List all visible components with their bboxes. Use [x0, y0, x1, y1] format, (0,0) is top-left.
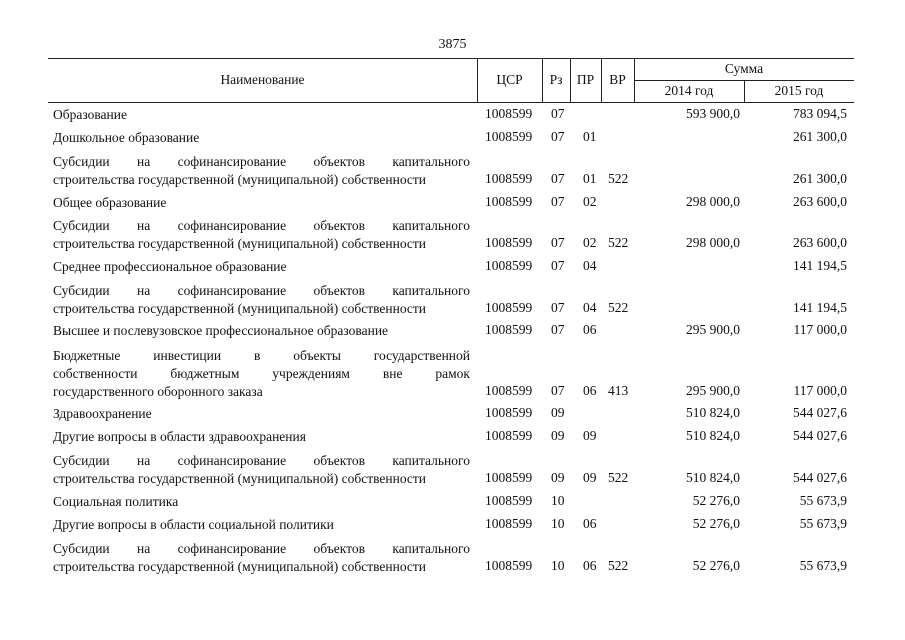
row-name-line: Образование [53, 107, 127, 122]
row-pr: 01 [583, 171, 597, 186]
row-rz: 07 [551, 129, 565, 144]
row-sum-2014: 593 900,0 [686, 106, 740, 121]
row-csr: 1008599 [485, 194, 533, 209]
row-pr: 01 [583, 129, 597, 144]
row-pr: 04 [583, 258, 597, 273]
row-name [53, 194, 470, 212]
row-name-line: строительства государственной (муниципальной) собственности [53, 559, 427, 574]
row-rz: 07 [551, 300, 565, 315]
row-rz: 07 [551, 383, 565, 398]
table-header [48, 58, 854, 103]
row-sum-2015: 141 194,5 [793, 258, 847, 273]
row-sum-2015: 55 673,9 [799, 493, 847, 508]
row-name [53, 405, 470, 423]
row-name-line: Субсидии на софинансирование объектов капитального [53, 453, 470, 468]
row-name-line: Общее образование [53, 195, 167, 210]
row-name [53, 493, 470, 511]
row-sum-2014: 510 824,0 [686, 428, 740, 443]
row-name-line: Бюджетные инвестиции в объекты государственной [53, 348, 470, 363]
row-vr: 413 [608, 383, 629, 398]
row-name-line: Высшее и послевузовское профессиональное образование [53, 323, 389, 338]
row-sum-2015: 263 600,0 [793, 194, 847, 209]
row-name [53, 106, 470, 124]
row-pr: 04 [583, 300, 597, 315]
row-vr: 522 [608, 171, 629, 186]
header-sum-divider [634, 80, 854, 81]
row-sum-2015: 263 600,0 [793, 235, 847, 250]
row-name [53, 452, 470, 488]
row-rz: 07 [551, 194, 565, 209]
row-name [53, 129, 470, 147]
row-name-line: Дошкольное образование [53, 130, 200, 145]
row-name-line: собственности бюджетным учреждениям вне рамок [53, 366, 470, 381]
row-csr: 1008599 [485, 516, 533, 531]
row-name-line: Здравоохранение [53, 406, 152, 421]
row-rz: 09 [551, 405, 565, 420]
header-vr: ВР [609, 72, 626, 87]
row-name [53, 428, 470, 446]
row-rz: 10 [551, 558, 565, 573]
row-name [53, 322, 470, 340]
row-csr: 1008599 [485, 558, 533, 573]
header-csr: ЦСР [496, 72, 523, 87]
row-name-line: Среднее профессиональное образование [53, 259, 287, 274]
header-sum: Сумма [724, 61, 764, 76]
row-name-line: Субсидии на софинансирование объектов капитального [53, 154, 470, 169]
row-sum-2014: 295 900,0 [686, 322, 740, 337]
row-sum-2015: 544 027,6 [793, 405, 847, 420]
row-pr: 02 [583, 235, 597, 250]
row-sum-2015: 55 673,9 [799, 516, 847, 531]
row-csr: 1008599 [485, 129, 533, 144]
row-rz: 07 [551, 106, 565, 121]
row-name-line: строительства государственной (муниципальной) собственности [53, 236, 427, 251]
row-rz: 10 [551, 516, 565, 531]
row-sum-2015: 544 027,6 [793, 470, 847, 485]
row-sum-2014: 295 900,0 [686, 383, 740, 398]
row-csr: 1008599 [485, 428, 533, 443]
row-name-line: строительства государственной (муниципальной) собственности [53, 301, 427, 316]
row-vr: 522 [608, 470, 629, 485]
row-pr: 06 [583, 558, 597, 573]
row-name-line: строительства государственной (муниципальной) собственности [53, 471, 427, 486]
row-csr: 1008599 [485, 470, 533, 485]
row-pr: 06 [583, 383, 597, 398]
row-vr: 522 [608, 558, 629, 573]
row-name [53, 282, 470, 318]
row-vr: 522 [608, 235, 629, 250]
row-pr: 02 [583, 194, 597, 209]
row-sum-2014: 52 276,0 [692, 558, 740, 573]
row-pr: 09 [583, 428, 597, 443]
row-sum-2015: 544 027,6 [793, 428, 847, 443]
row-sum-2014: 52 276,0 [692, 493, 740, 508]
row-rz: 09 [551, 470, 565, 485]
page-number: 3875 [438, 37, 467, 52]
row-sum-2015: 117 000,0 [793, 383, 847, 398]
row-name [53, 347, 470, 401]
header-2014: 2014 год [664, 83, 714, 98]
row-sum-2015: 783 094,5 [793, 106, 847, 121]
row-csr: 1008599 [485, 106, 533, 121]
row-name-line: строительства государственной (муниципальной) собственности [53, 172, 427, 187]
row-name-line: Другие вопросы в области социальной политики [53, 517, 334, 532]
row-name-line: Субсидии на софинансирование объектов капитального [53, 283, 470, 298]
row-name [53, 540, 470, 576]
row-name-line: Другие вопросы в области здравоохранения [53, 429, 306, 444]
row-rz: 07 [551, 258, 565, 273]
row-rz: 07 [551, 322, 565, 337]
row-sum-2014: 298 000,0 [686, 235, 740, 250]
row-csr: 1008599 [485, 235, 533, 250]
row-sum-2014: 298 000,0 [686, 194, 740, 209]
row-name [53, 516, 470, 534]
row-name [53, 217, 470, 253]
row-rz: 10 [551, 493, 565, 508]
row-name [53, 258, 470, 276]
row-sum-2014: 52 276,0 [692, 516, 740, 531]
row-csr: 1008599 [485, 493, 533, 508]
row-name-line: Субсидии на софинансирование объектов капитального [53, 218, 470, 233]
header-name: Наименование [220, 72, 305, 87]
row-pr: 09 [583, 470, 597, 485]
header-pr: ПР [576, 72, 595, 87]
row-csr: 1008599 [485, 405, 533, 420]
row-sum-2014: 510 824,0 [686, 405, 740, 420]
row-pr: 06 [583, 322, 597, 337]
row-csr: 1008599 [485, 171, 533, 186]
row-vr: 522 [608, 300, 629, 315]
row-csr: 1008599 [485, 322, 533, 337]
row-rz: 07 [551, 235, 565, 250]
row-pr: 06 [583, 516, 597, 531]
header-rz: Рз [549, 72, 563, 87]
row-sum-2015: 117 000,0 [793, 322, 847, 337]
row-sum-2015: 261 300,0 [793, 129, 847, 144]
header-2015: 2015 год [774, 83, 824, 98]
row-rz: 09 [551, 428, 565, 443]
row-csr: 1008599 [485, 258, 533, 273]
row-csr: 1008599 [485, 300, 533, 315]
row-sum-2015: 141 194,5 [793, 300, 847, 315]
row-rz: 07 [551, 171, 565, 186]
row-name-line: Субсидии на софинансирование объектов капитального [53, 541, 470, 556]
row-sum-2014: 510 824,0 [686, 470, 740, 485]
row-name-line: государственного оборонного заказа [53, 384, 263, 399]
row-name [53, 153, 470, 189]
row-sum-2015: 55 673,9 [799, 558, 847, 573]
row-csr: 1008599 [485, 383, 533, 398]
row-name-line: Социальная политика [53, 494, 179, 509]
row-sum-2015: 261 300,0 [793, 171, 847, 186]
